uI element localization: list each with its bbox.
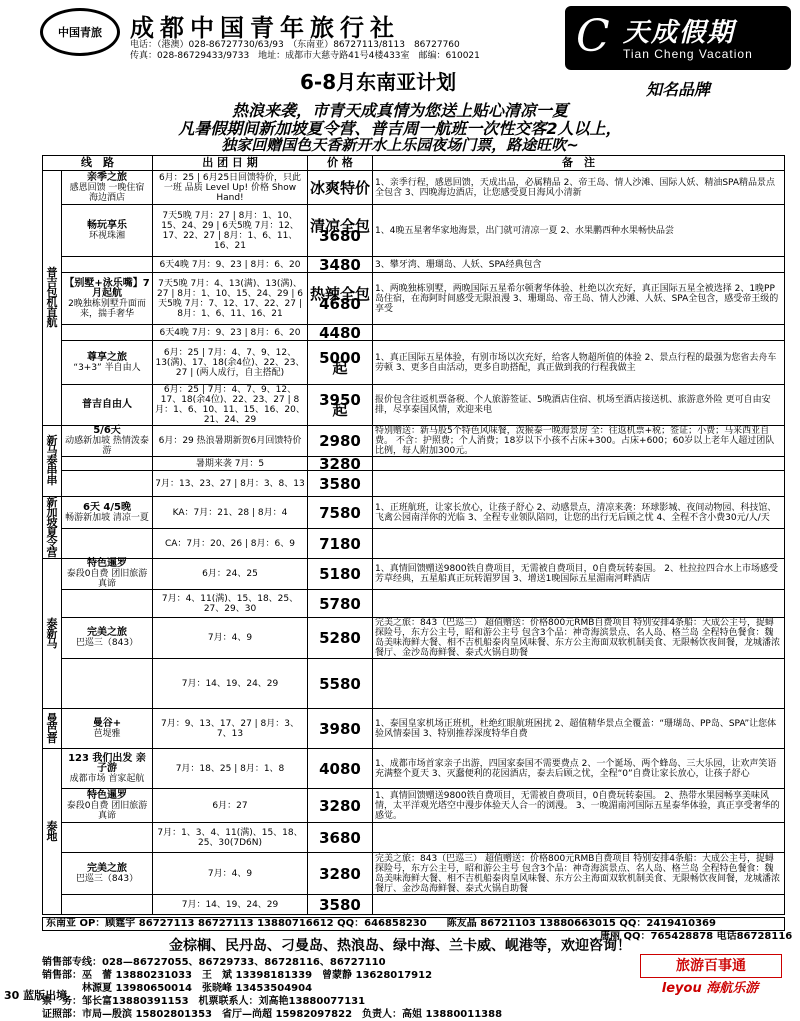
note-cell: [373, 823, 785, 853]
note-cell: 1、真情回馈赠送9800铁自费项目，无需被自费项目，0自费玩转泰国。 2、热带水果园畅享美味风情，太平洋观光塔空中漫步体验天人合一的浏漫。 3、一晚湄南河国际五星泰华体验，真正享受奢华的感觉。: [373, 789, 785, 823]
note-cell: 完美之旅：843（巴巡三） 超值赠送：价格800元RMB自费项目 特别安排4条船：大成公主号，捉蟳探险号，东方公主号，昭和游公主号 包含3个品：神奇海滨景点、名人岛、格兰岛 全程特色餐食：魏岛美味海鲜大餐、相不吉机船泰肉皇风味餐、东方公主海面双软机制美食、无限畅饮夜间餐，龙城潘浓餐厅、金沙岛海鲜餐、泰式火锅自助餐: [373, 618, 785, 659]
famous-brand: 知名品牌: [646, 80, 711, 99]
sales-line: 销售部专线：028—86727055、86729733、86728116、86727110: [42, 957, 386, 968]
price-cell: 7580: [308, 497, 373, 529]
table-row: [43, 257, 785, 273]
header-price: 价 格: [308, 156, 373, 171]
table-row: [43, 659, 785, 709]
route-cell: [62, 205, 153, 257]
table-row: [43, 171, 785, 205]
price-cell: 4480: [308, 325, 373, 341]
price-cell: 3950 起: [308, 385, 373, 426]
route-cell: [62, 273, 153, 325]
route-cell: [62, 590, 153, 618]
fax-line: 传真：028-86729433/9733 地址：成都市大慈寺路41号4楼433室 邮编：610021: [130, 51, 480, 61]
region-cell: 泰地: [43, 749, 62, 915]
header: [0, 0, 800, 62]
route-subtitle: 感恩回馈 一晚住宿 海边酒店: [69, 182, 145, 203]
brand-name-en: Tian Cheng Vacation: [623, 47, 753, 61]
note-cell: 1、真正国际五星体验，有别市场以次充好，给客人物超所值的体验 2、景点行程的最强为您省去舟车劳顿 3、更多自由活动，更多自助搭配，真正做到我的行程我做主: [373, 341, 785, 385]
note-cell: 3、攀牙湾、珊瑚岛、人妖、SPA经典包含: [373, 257, 785, 273]
contact-info: [130, 40, 480, 62]
price-cell: 5180: [308, 559, 373, 590]
brand-logo: [565, 6, 791, 70]
route-cell: [62, 823, 153, 853]
header-route: 线 路: [43, 156, 153, 171]
dates-cell: 7月：1、3、4、11(满)、15、18、25、30(7D6N): [153, 823, 308, 853]
route-cell: [62, 559, 153, 590]
header-note: 备 注: [373, 156, 785, 171]
route-subtitle: 动感新加坡 热情泼泰游: [65, 436, 149, 456]
region-cell: 新马泰串串: [43, 426, 62, 497]
route-subtitle: 泰段0自费 团旧旅游真谛: [66, 800, 148, 821]
route-name: 6天 4/5晚: [82, 501, 131, 513]
itinerary-table: [42, 155, 785, 915]
route-name: 曼谷+: [92, 717, 122, 729]
route-cell: [62, 471, 153, 497]
dates-cell: 6月：25 | 7月：4、7、9、12、13(满)、17、18(余4位)、22、23、27 | (两人成行，自主搭配): [153, 341, 308, 385]
table-row: [43, 471, 785, 497]
agency-logo: [40, 8, 120, 56]
sales-line: 证照部：市局—殷滨 15802801353 省厅—尚超 15982097822 负责人：高姐 13880011388: [42, 1009, 503, 1020]
phone-line: 电话：（港澳）028-86727730/63/93 （东南亚）86727113/8113 86727760: [130, 40, 460, 50]
note-cell: [373, 457, 785, 471]
price-cell: 3580: [308, 895, 373, 915]
table-header: [43, 156, 785, 171]
dates-cell: 6月：25 | 6月25日回馈特价，只此一班 品质 Level Up! 价格 Show Hand!: [153, 171, 308, 205]
table-row: [43, 749, 785, 789]
slogan-2: 凡暑假期间新加坡夏令营、普吉周一航班一次性交客2人以上，: [178, 119, 622, 138]
brand-mark: C: [576, 11, 610, 62]
dates-cell: 6月：27: [153, 789, 308, 823]
table-row: [43, 559, 785, 590]
note-cell: [373, 529, 785, 559]
region-cell: 泰新马: [43, 559, 62, 709]
contact-tag: 唐丽 QQ：765428878 电话86728116: [600, 931, 793, 942]
page-title: 6-8月东南亚计划: [300, 70, 457, 94]
note-cell: 完美之旅：843（巴巡三） 超值赠送：价格800元RMB自费项目 特别安排4条船：大成公主号，捉蟳探险号，东方公主号，昭和游公主号 包含3个品：神奇海滨景点、名人岛、格兰岛 全程特色餐食：魏岛美味海鲜大餐、相不吉机船泰肉皇风味餐、东方公主海面双软机制美食、无限畅饮夜间餐，龙城潘浓餐厅、金沙岛海鲜餐、泰式火锅自助餐: [373, 853, 785, 895]
brand-name-cn: 天成假期: [623, 18, 736, 48]
route-cell: [62, 325, 153, 341]
route-cell: [62, 497, 153, 529]
price-cell: 3280: [308, 853, 373, 895]
route-name: 亲季之旅: [87, 171, 127, 183]
slogan-1: 热浪来袭，市青天成真情为您送上贴心清凉一夏: [231, 101, 568, 120]
price-cell: 3280: [308, 789, 373, 823]
route-cell: [62, 895, 153, 915]
note-cell: [373, 471, 785, 497]
note-cell: 1、真情回馈赠送9800铁自费项目，无需被自费项目，0自费玩转泰国。 2、杜拉拉四合水上市场感受芳草经典，五星船真正玩转湄罗国 3、增送1晚国际五星湄南河畔酒店: [373, 559, 785, 590]
table-row: [43, 273, 785, 325]
route-cell: [62, 659, 153, 709]
route-cell: [62, 426, 153, 457]
note-cell: 1、4晚五星奢华家地海景，出门就可清凉一夏 2、水果鹏西种水果畅快品尝: [373, 205, 785, 257]
header-dates: 出 团 日 期: [153, 156, 308, 171]
route-cell: [62, 853, 153, 895]
route-cell: [62, 749, 153, 789]
dates-cell: 6月：29 热浪暑期新贺6月回馈特价: [153, 426, 308, 457]
dates-cell: 7月：4、9: [153, 853, 308, 895]
price-cell: 3580: [308, 471, 373, 497]
dates-cell: 6天4晚 7月：9、23 | 8月：6、20: [153, 257, 308, 273]
partner-logo-2: leyou 海航乐游: [661, 981, 759, 996]
note-cell: 1、成都市场首家亲子出游，四国家泰国不需要费点 2、一个诞场、两个蜂岛、三大乐园，让欢声笑语充满整个夏天 3、灭蠢便利的花园酒店，泰去后顾之忧，全程“0”自费让家长放心，让孩子舒心: [373, 749, 785, 789]
price-cell: 3480: [308, 257, 373, 273]
route-cell: [62, 709, 153, 749]
note-cell: 1、两晚独栋别墅，两晚国际五星希尔顿奢华体验、杜绝以次充好，真正国际五星全被选择 2、1晚PP岛住宿，在海阿时间感受无限浪漫 3、珊瑚岛、帝王岛、情人沙滩、人妖、SPA全包含，感受帝王级的享受: [373, 273, 785, 325]
sales-line: 票 务：邹长富13880391153 机票联系人：刘高艳13880077131: [42, 996, 366, 1007]
table-row: [43, 709, 785, 749]
destinations-line: 金棕榈、民丹岛、刁曼岛、热浪岛、绿中海、兰卡威、岘港等，欢迎咨询！: [169, 938, 631, 954]
note-cell: 特别赠送：新马股5个特色风味餐，泼猴泰一晚海景房 全：往返机票+税；签证；小费；马来西亚自费。 不含：护照费；个人消费；18岁以下小孩不占床+300。占床+600；60岁以上老年人超过团队比例，每人附加300元。: [373, 426, 785, 457]
route-name: 完美之旅: [87, 627, 127, 638]
table-row: [43, 205, 785, 257]
dates-cell: 7月：4、9: [153, 618, 308, 659]
route-name: 普吉自由人: [82, 399, 132, 410]
table-row: [43, 325, 785, 341]
route-name: 5/6天: [93, 425, 121, 436]
dates-cell: 6天4晚 7月：9、23 | 8月：6、20: [153, 325, 308, 341]
price-cell: 5580: [308, 659, 373, 709]
table-row: [43, 618, 785, 659]
route-name: 【别墅+泳乐嘴】7月起航: [64, 277, 150, 299]
route-subtitle: 畅游新加坡 清凉一夏: [65, 512, 149, 523]
dates-cell: CA：7月：20、26 | 8月：6、9: [153, 529, 308, 559]
price-cell: 2980: [308, 426, 373, 457]
sales-line: 销售部：巫 蕾 13880231033 王 斌 13398181339 曾蒙静 13628017912: [42, 970, 433, 981]
note-cell: 报价包含往返机票备税、个人旅游签证、5晚酒店住宿、机场至酒店接送机、旅游意外险 更可自由安排，尽享泰国风情，欢迎来电: [373, 385, 785, 426]
price-cell: 3680: [308, 823, 373, 853]
sales-line: 林源夏 13980650014 张晓峰 13453504904: [42, 983, 313, 994]
note-cell: [373, 895, 785, 915]
dates-cell: 暑期来袭 7月：5: [153, 457, 308, 471]
dates-cell: 7月：14、19、24、29: [153, 659, 308, 709]
route-cell: [62, 385, 153, 426]
price-cell: 7180: [308, 529, 373, 559]
table-row: [43, 341, 785, 385]
dates-cell: 7天5晚 7月：27 | 8月：1、10、15、24、29 | 6天5晚 7月：12、17、22、27 | 8月：1、6、11、16、21: [153, 205, 308, 257]
dates-cell: 7月：14、19、24、29: [153, 895, 308, 915]
route-name: 畅玩享乐: [87, 219, 127, 231]
route-name: 特色暹罗: [87, 789, 127, 801]
route-cell: [62, 789, 153, 823]
route-subtitle: 巴巡三（843）: [75, 638, 139, 648]
note-cell: 1、亲季行程，感恩回馈，天成出品，必属精品 2、帝王岛、情人沙滩、国际人妖、精油SPA精品景点全包含 3、四晚海边酒店，让您感受夏日海风小清新: [373, 171, 785, 205]
price-cell: 冰爽特价: [308, 171, 373, 205]
route-subtitle: 巴巡三（843）: [75, 873, 139, 884]
partner-logo-1: 旅游百事通: [640, 954, 782, 978]
region-cell: 曼芭普: [43, 709, 62, 749]
route-subtitle: 2晚独栋别墅升面而来，揣手奢华: [68, 298, 146, 319]
table-row: [43, 529, 785, 559]
price-cell: 3980: [308, 709, 373, 749]
route-cell: [62, 171, 153, 205]
table-row: [43, 823, 785, 853]
route-cell: [62, 618, 153, 659]
table-row: [43, 789, 785, 823]
note-cell: [373, 590, 785, 618]
route-name: 完美之旅: [87, 862, 127, 874]
route-cell: [62, 457, 153, 471]
dates-cell: 7月：4、11(满)、15、18、25、27、29、30: [153, 590, 308, 618]
table-row: [43, 497, 785, 529]
logo-text: 中国青旅: [58, 26, 102, 39]
note-cell: [373, 659, 785, 709]
route-subtitle: 泰段0自费 团旧旅游真谛: [66, 569, 148, 589]
dates-cell: 7月：9、13、17、27 | 8月：3、7、13: [153, 709, 308, 749]
region-cell: 普吉包机直航: [43, 171, 62, 426]
dates-cell: 6月：25 | 7月：4、7、9、12、17、18(余4位)、22、23、27 | 8月：1、6、10、11、15、16、20、21、24、29: [153, 385, 308, 426]
dates-cell: 7月：13、23、27 | 8月：3、8、13: [153, 471, 308, 497]
dates-cell: KA：7月：21、28 | 8月：4: [153, 497, 308, 529]
region-cell: 新加坡夏令营: [43, 497, 62, 559]
slogan-3: 独家回赠国色天香新开水上乐园夜场门票，路途旺吹~: [221, 136, 579, 154]
table-row: [43, 895, 785, 915]
route-name: 123 我们出发 亲子游: [68, 752, 146, 774]
route-cell: [62, 529, 153, 559]
table-row: [43, 426, 785, 457]
op-contact-bar: 东南亚 OP：顾霆宇 86727113 86727113 13880716612 QQ：646858230 陈友晶 86721103 13880663015 QQ：2419410369: [42, 917, 785, 931]
price-cell: 3280: [308, 457, 373, 471]
price-cell: 5280: [308, 618, 373, 659]
route-name: 特色暹罗: [87, 558, 127, 569]
route-subtitle: 成都市场 首家起航: [69, 773, 145, 784]
table-row: [43, 457, 785, 471]
sales-contacts: [42, 956, 502, 1021]
price-cell: 4080: [308, 749, 373, 789]
route-subtitle: “3+3” 半自由人: [73, 362, 141, 373]
price-cell: 清凉全包 3680: [308, 205, 373, 257]
table-row: [43, 385, 785, 426]
table-row: [43, 590, 785, 618]
route-name: 尊享之旅: [87, 351, 127, 363]
price-cell: 5780: [308, 590, 373, 618]
dates-cell: 6月：24、25: [153, 559, 308, 590]
dates-cell: 7月：18、25 | 8月：1、8: [153, 749, 308, 789]
route-subtitle: 环视珠湘: [88, 230, 125, 241]
note-cell: 1、正班航班，让家长放心，让孩子舒心 2、动感景点，清凉来袭：环球影城、夜间动物园、科技馆、飞禽公园南洋你的光临 3、全程专业领队陪同，让您的出行无后顾之忧 4、全程不含小费30元/人/天: [373, 497, 785, 529]
price-cell: 5000 起: [308, 341, 373, 385]
price-cell: 热辣全包 4680: [308, 273, 373, 325]
table-row: [43, 853, 785, 895]
note-cell: [373, 325, 785, 341]
agency-name: 成都中国青年旅行社: [130, 14, 400, 42]
dates-cell: 7天5晚 7月：4、13(满)、13(满)、27 | 8月：1、10、15、24、29 | 6天5晚 7月：7、12、17、22、27 | 8月：1、6、11、16、21: [153, 273, 308, 325]
route-subtitle: 芭堤雅: [93, 728, 121, 739]
page-label: 30 蓝版出境: [4, 989, 68, 1002]
route-cell: [62, 257, 153, 273]
note-cell: 1、泰国皇家机场正班机，杜绝红眼航班困扰 2、超值精华景点全覆盖：“珊瑚岛、PP岛、SPA”让您体验风情泰国 3、特别推荐深度特华自费: [373, 709, 785, 749]
route-cell: [62, 341, 153, 385]
